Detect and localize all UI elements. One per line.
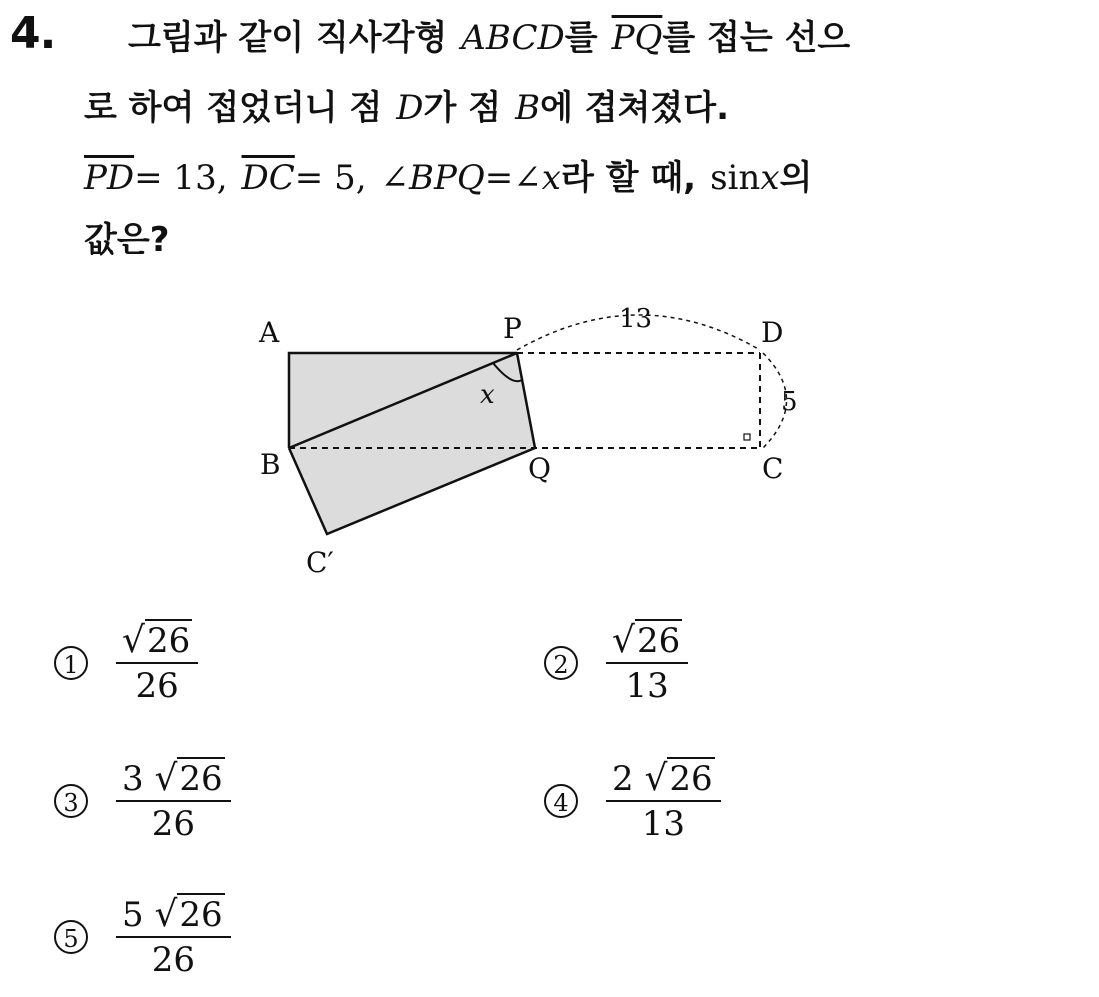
radicand: 26 bbox=[179, 895, 223, 935]
label-c-prime: C′ bbox=[306, 546, 334, 579]
question-line-4: 값은? bbox=[84, 220, 170, 260]
label-len-5: 5 bbox=[781, 387, 798, 417]
label-p: P bbox=[503, 312, 522, 345]
radicand: 26 bbox=[669, 759, 713, 799]
denominator: 26 bbox=[135, 666, 179, 706]
point-d: D bbox=[396, 88, 424, 128]
choice-marker: 3 bbox=[54, 784, 88, 818]
question-line-2 bbox=[84, 86, 729, 131]
choice-marker: 5 bbox=[54, 920, 88, 954]
angle-bpq: ∠BPQ bbox=[380, 158, 485, 198]
denominator: 13 bbox=[641, 804, 685, 844]
label-len-13: 13 bbox=[619, 304, 653, 334]
text-fragment: 라 할 때, bbox=[560, 158, 697, 198]
angle-x: ∠x bbox=[513, 158, 561, 198]
variable-x: x bbox=[760, 158, 780, 198]
label-q: Q bbox=[528, 452, 551, 485]
question-number: 4. bbox=[10, 8, 56, 59]
label-c: C bbox=[762, 452, 784, 485]
text-fragment: 의 bbox=[779, 158, 813, 198]
radicand: 26 bbox=[636, 621, 681, 661]
question-line-1 bbox=[128, 16, 850, 61]
point-b: B bbox=[515, 88, 541, 128]
label-b: B bbox=[260, 448, 281, 481]
text-fragment: 를 bbox=[564, 18, 598, 58]
denominator: 26 bbox=[151, 940, 195, 980]
right-angle-mark bbox=[744, 434, 750, 440]
segment-dc: $\overline{DC}$ bbox=[241, 158, 295, 198]
text-fragment: 로 하여 접었더니 점 bbox=[84, 88, 383, 128]
choice-fraction bbox=[606, 620, 688, 708]
numerator: 5 √26 bbox=[122, 894, 223, 935]
numerator: √26 bbox=[612, 620, 681, 661]
choice-marker: 2 bbox=[544, 646, 578, 680]
value-dc: = 5, bbox=[294, 158, 367, 198]
text-fragment: 에 겹쳐졌다. bbox=[540, 88, 730, 128]
equals-sign: = bbox=[484, 158, 514, 198]
choice-marker: 1 bbox=[54, 646, 88, 680]
numerator: 2 √26 bbox=[612, 758, 713, 799]
choice-marker: 4 bbox=[544, 784, 578, 818]
label-d: D bbox=[761, 316, 784, 349]
value-pd: = 13, bbox=[134, 158, 228, 198]
label-angle-x: x bbox=[480, 380, 495, 410]
numerator: √26 bbox=[122, 620, 191, 661]
choice-fraction bbox=[116, 758, 231, 846]
text-fragment: 가 점 bbox=[423, 88, 502, 128]
text-fragment: 그림과 같이 직사각형 bbox=[128, 18, 448, 58]
radicand: 26 bbox=[146, 621, 191, 661]
sin-function: sin bbox=[710, 158, 761, 198]
question-line-3 bbox=[84, 156, 812, 201]
folded-region bbox=[289, 353, 535, 534]
segment-pq: $\overline{PQ}$ bbox=[611, 18, 663, 58]
label-a: A bbox=[259, 316, 280, 349]
denominator: 26 bbox=[151, 804, 195, 844]
choice-fraction bbox=[116, 894, 231, 982]
radicand: 26 bbox=[179, 759, 223, 799]
segment-pd: $\overline{PD}$ bbox=[84, 158, 135, 198]
text-fragment: 를 접는 선으 bbox=[662, 18, 851, 58]
numerator: 3 √26 bbox=[122, 758, 223, 799]
choice-fraction bbox=[116, 620, 198, 708]
choice-fraction bbox=[606, 758, 721, 846]
denominator: 13 bbox=[625, 666, 669, 706]
rect-name: ABCD bbox=[461, 18, 565, 58]
